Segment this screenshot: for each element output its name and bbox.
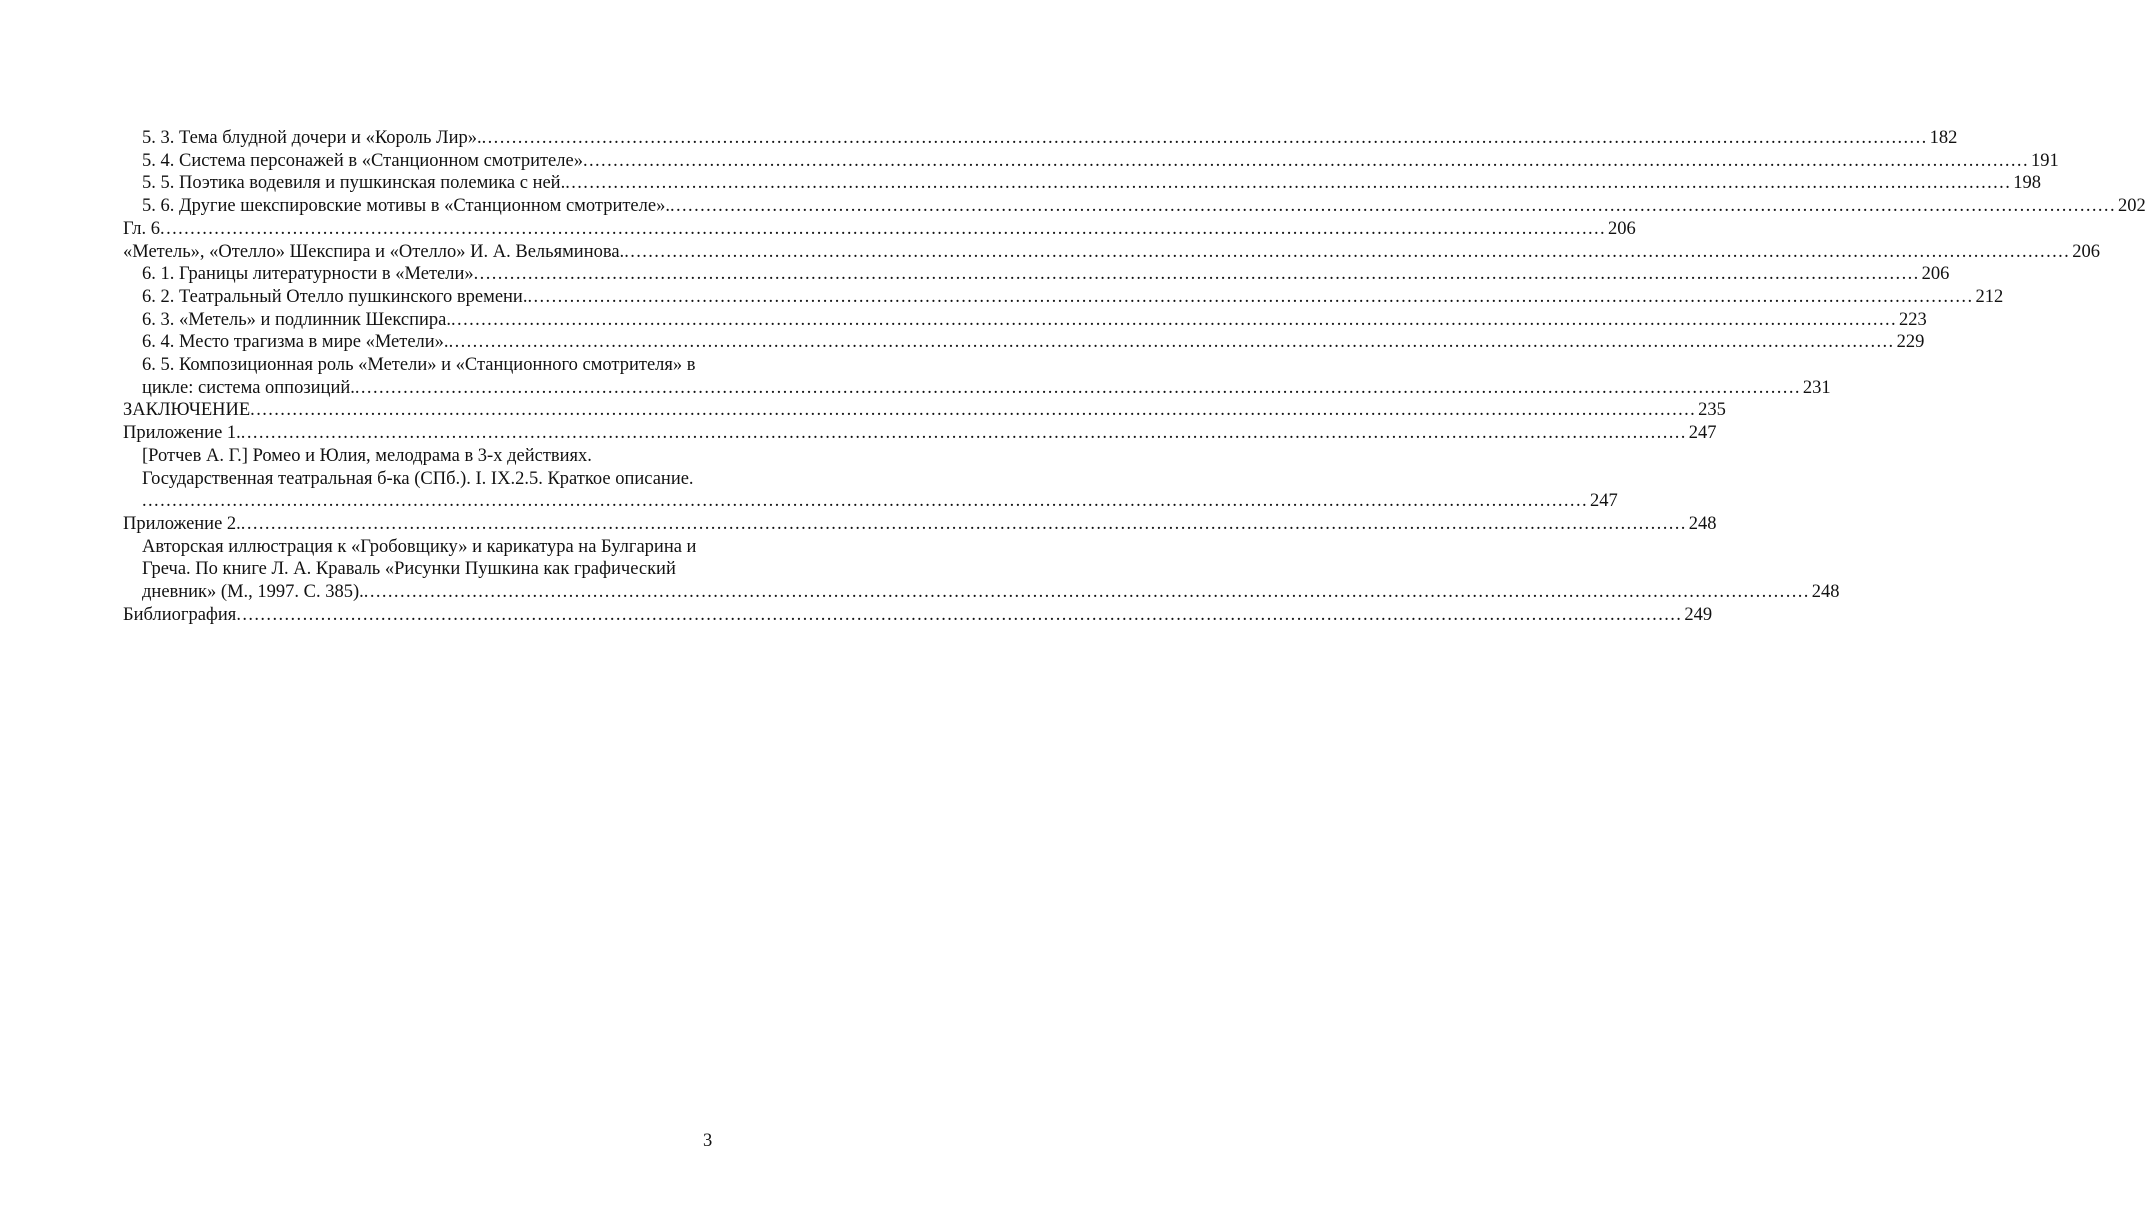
toc-entry-5-4 (123, 150, 2059, 173)
toc-entry-title-line: Авторская иллюстрация к «Гробовщику» и карикатура на Булгарина и (142, 536, 697, 557)
dot-leader (449, 331, 1895, 354)
toc-entry-page: 247 (1590, 491, 1618, 512)
dot-leader (250, 399, 1696, 422)
toc-entry-page: 248 (1688, 513, 1717, 534)
dot-leader (236, 604, 1682, 627)
toc-entry-conclusion (123, 399, 1726, 422)
toc-entry-6-3 (123, 309, 1927, 332)
toc-entry-chapter-6-title (123, 241, 2100, 264)
toc-entry-title-line: [Ротчев А. Г.] Ромео и Юлия, мелодрама в 3-х действиях. (142, 445, 592, 466)
toc-entry-page: 206 (1608, 218, 1636, 239)
toc-entry-title: ЗАКЛЮЧЕНИЕ (123, 400, 251, 421)
toc-entry-5-6 (123, 195, 2146, 218)
dot-leader (482, 127, 1928, 150)
toc-entry-appendix-1-desc (123, 445, 1618, 513)
dot-leader (451, 309, 1897, 332)
toc-entry-title-line: 6. 5. Композиционная роль «Метели» и «Станционного смотрителя» в (142, 355, 696, 376)
toc-entry-title: 6. 3. «Метель» и подлинник Шекспира. (142, 309, 452, 330)
dot-leader (241, 513, 1687, 536)
dot-leader (565, 172, 2011, 195)
toc-entry-page: 249 (1684, 604, 1713, 625)
toc-entry-page: 247 (1688, 423, 1717, 444)
toc-entry-title: Библиография (123, 604, 237, 625)
toc-entry-title: 5. 6. Другие шекспировские мотивы в «Станционном смотрителе». (142, 196, 670, 217)
toc-entry-title: Гл. 6 (123, 218, 161, 239)
toc-entry-page: 198 (2013, 173, 2041, 194)
toc-entry-title: Приложение 1. (123, 423, 241, 444)
toc-entry-title: 5. 5. Поэтика водевиля и пушкинская полемика с ней. (142, 173, 566, 194)
toc-entry-title: 6. 2. Театральный Отелло пушкинского времени. (142, 286, 528, 307)
dot-leader (160, 218, 1606, 241)
dot-leader (583, 150, 2029, 173)
toc-entry-page: 248 (1811, 582, 1840, 603)
dot-leader (241, 422, 1687, 445)
toc-entry-6-2 (123, 286, 2004, 309)
toc-entry-page: 231 (1802, 377, 1831, 398)
toc-entry-page: 206 (2072, 241, 2100, 262)
toc-entry-title-line: дневник» (М., 1997. С. 385). (142, 582, 364, 603)
dot-leader (624, 241, 2070, 264)
toc-entry-6-5 (123, 354, 1831, 399)
toc-entry-5-3 (123, 127, 1958, 150)
toc-entry-title: Приложение 2. (123, 513, 241, 534)
toc-entry-title: «Метель», «Отелло» Шекспира и «Отелло» И. А. Вельяминова. (123, 241, 625, 262)
dot-leader (670, 195, 2116, 218)
toc-entry-page: 182 (1929, 128, 1958, 148)
dot-leader (364, 581, 1810, 604)
toc-entry-page: 202 (2117, 196, 2146, 217)
toc-entry-title: 5. 4. Система персонажей в «Станционном смотрителе» (142, 150, 583, 171)
toc-entry-page: 206 (1921, 264, 1950, 285)
toc-entry-page: 191 (2030, 150, 2059, 171)
toc-entry-5-5 (123, 172, 2041, 195)
toc-entry-title-line: Греча. По книге Л. А. Краваль «Рисунки Пушкина как графический (142, 559, 676, 580)
toc-entry-chapter-6 (123, 218, 1636, 241)
toc-entry-appendix-2-desc (123, 536, 1840, 604)
toc-entry-page: 229 (1896, 332, 1925, 353)
dot-leader (527, 286, 1973, 309)
dot-leader (355, 377, 1801, 400)
toc-entry-title-line: цикле: система оппозиций. (142, 377, 355, 398)
toc-entry-page: 212 (1975, 286, 2004, 307)
toc-entry-title: 6. 1. Границы литературности в «Метели» (142, 264, 474, 285)
toc-entry-6-4 (123, 331, 1925, 354)
dot-leader (142, 490, 1588, 513)
table-of-contents (123, 127, 2146, 626)
toc-entry-bibliography (123, 604, 1713, 627)
toc-entry-title: 6. 4. Место трагизма в мире «Метели». (142, 332, 449, 353)
toc-entry-6-1 (123, 263, 1950, 286)
toc-entry-page: 235 (1698, 400, 1726, 421)
toc-entry-title: 5. 3. Тема блудной дочери и «Король Лир». (142, 128, 482, 148)
toc-entry-appendix-2 (123, 513, 1717, 536)
toc-entry-appendix-1 (123, 422, 1717, 445)
page-number: 3 (703, 1131, 713, 1151)
toc-entry-title-line: Государственная театральная б-ка (СПб.). I. IX.2.5. Краткое описание. (142, 468, 694, 489)
toc-entry-page: 223 (1899, 309, 1927, 330)
dot-leader (474, 263, 1920, 286)
